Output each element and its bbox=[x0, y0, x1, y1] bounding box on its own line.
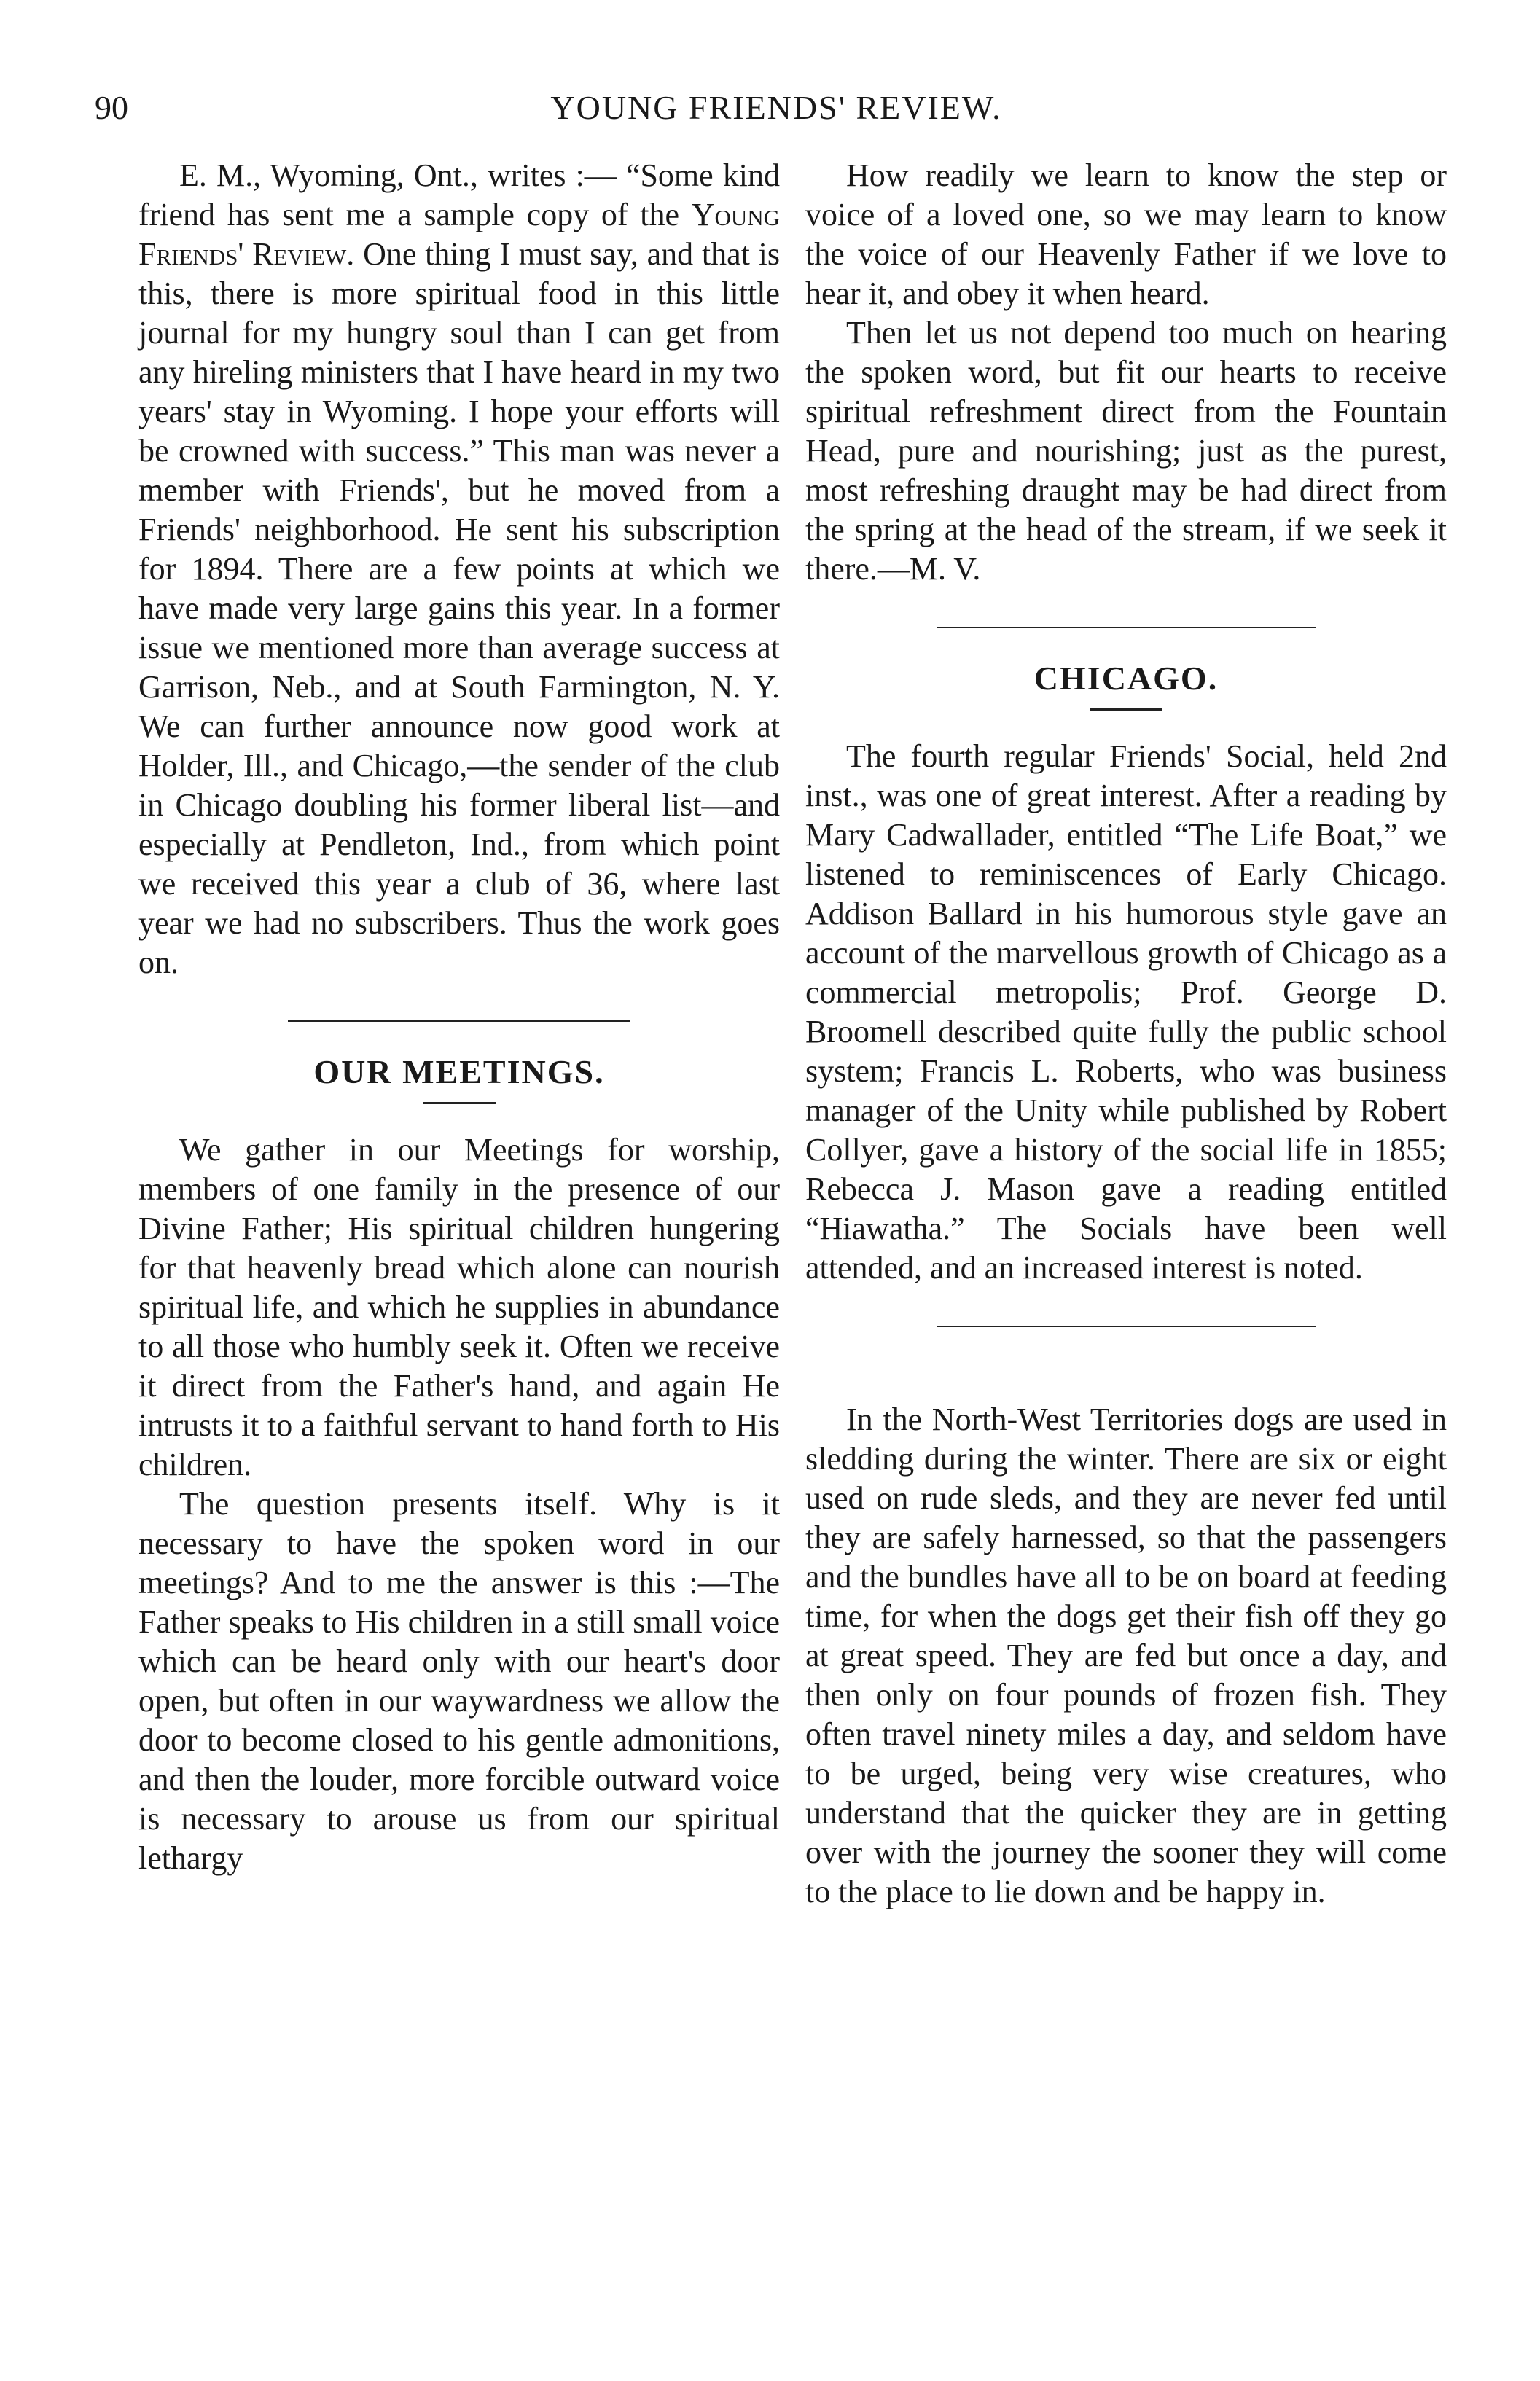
page-header bbox=[95, 86, 1458, 137]
page-number: 90 bbox=[95, 89, 128, 126]
meetings-paragraph-2: The question presents itself. Why is it necessary to have the spoken word in our meetings? And to me the answer is this :—The Father speaks to His children in a still small voice which can be heard only with our heart's door open, but often in our waywardness we allow the door to become closed to his gentle admonitions, and then the louder, more forcible outward voice is necessary to arouse us from our spiritual lethargy bbox=[138, 1486, 780, 1876]
section-divider bbox=[937, 1326, 1316, 1327]
section-heading-chicago: CHICAGO. bbox=[1033, 660, 1219, 697]
running-title: YOUNG FRIENDS' REVIEW. bbox=[550, 89, 1002, 126]
letter-text-part2: One thing I must say, and that is this, there is more spiritual food in this little journal for my hungry soul than I can get from any hireling ministers that I have heard in my two years' stay in Wyoming. I hope your efforts will be crowned with success.” This man was never a member with Friends', but he moved from a Friends' neighborhood. He sent his subscription for 1894. There are a few points at which we have made very large gains this year. In a former issue we mentioned more than average success at Garrison, Neb., and at South Farmington, N. Y. We can further announce now good work at Holder, Ill., and Chicago,—the sender of the club in Chicago doubling his former liberal list—and especially at Pendleton, Ind., from which point we received this year a club of 36, where last year we had no subscribers. Thus the work goes on. bbox=[138, 236, 780, 980]
chicago-paragraph: The fourth regular Friends' Social, held 2nd inst., was one of great interest. After a reading by Mary Cadwallader, entitled “The Life Boat,” we listened to reminiscences of Early Chicago. Addison Ballard in his humorous style gave an account of the marvellous growth of Chicago as a commercial metropolis; Prof. George D. Broomell described quite fully the public school system; Francis L. Roberts, who was business manager of the Unity while published by Robert Collyer, gave a history of the social life in 1855; Rebecca J. Mason gave a reading entitled “Hiawatha.” The Socials have been well attended, and an increased interest is noted. bbox=[805, 738, 1447, 1286]
right-column bbox=[805, 156, 1447, 1912]
letter-text-part1: “Some kind friend has sent me a sample copy of the bbox=[138, 157, 781, 232]
sled-dogs-paragraph: In the North-West Territories dogs are used in sledding during the winter. There are six or eight used on rude sleds, and they are never fed until they are safely harnessed, so that the passengers and the bundles have all to be on board at feeding time, for when the dogs get their fish off they go at great speed. They are fed but once a day, and then only on four pounds of frozen fish. They often travel ninety miles a day, and seldom have to be urged, being very wise creatures, who understand that the quicker they are in getting over with the journey the sooner they will come to the place to lie down and be happy in. bbox=[805, 1401, 1447, 1909]
section-divider bbox=[937, 627, 1316, 628]
spacer bbox=[805, 1356, 1447, 1400]
meetings-paragraph-1: We gather in our Meetings for worship, members of one family in the presence of our Divine Father; His spiritual children hungering for that heavenly bread which alone can nourish spiritual life, and which he supplies in abundance to all those who humbly seek it. Often we receive it direct from the Father's hand, and again He intrusts it to a faithful servant to hand forth to His children. bbox=[138, 1132, 780, 1482]
journal-name: Young Friends' Review. bbox=[138, 197, 781, 272]
letter-intro: E. M., Wyoming, Ont., writes :— bbox=[179, 157, 617, 193]
letter-paragraph bbox=[138, 156, 780, 982]
meetings-paragraph-3: How readily we learn to know the step or voice of a loved one, so we may learn to know the voice of our Heavenly Father if we love to hear it, and obey it when heard. bbox=[805, 157, 1447, 311]
section-divider bbox=[288, 1020, 630, 1022]
heading-underline bbox=[1090, 708, 1162, 711]
left-column bbox=[138, 156, 780, 1878]
heading-underline bbox=[423, 1102, 496, 1104]
section-heading-our-meetings: OUR MEETINGS. bbox=[313, 1053, 605, 1090]
meetings-paragraph-4: Then let us not depend too much on hearing the spoken word, but fit our hearts to receive spiritual refreshment direct from the Fountain Head, pure and nourishing; just as the purest, most refreshing draught may be had direct from the spring at the head of the stream, if we seek it there.—M. V. bbox=[805, 315, 1447, 587]
